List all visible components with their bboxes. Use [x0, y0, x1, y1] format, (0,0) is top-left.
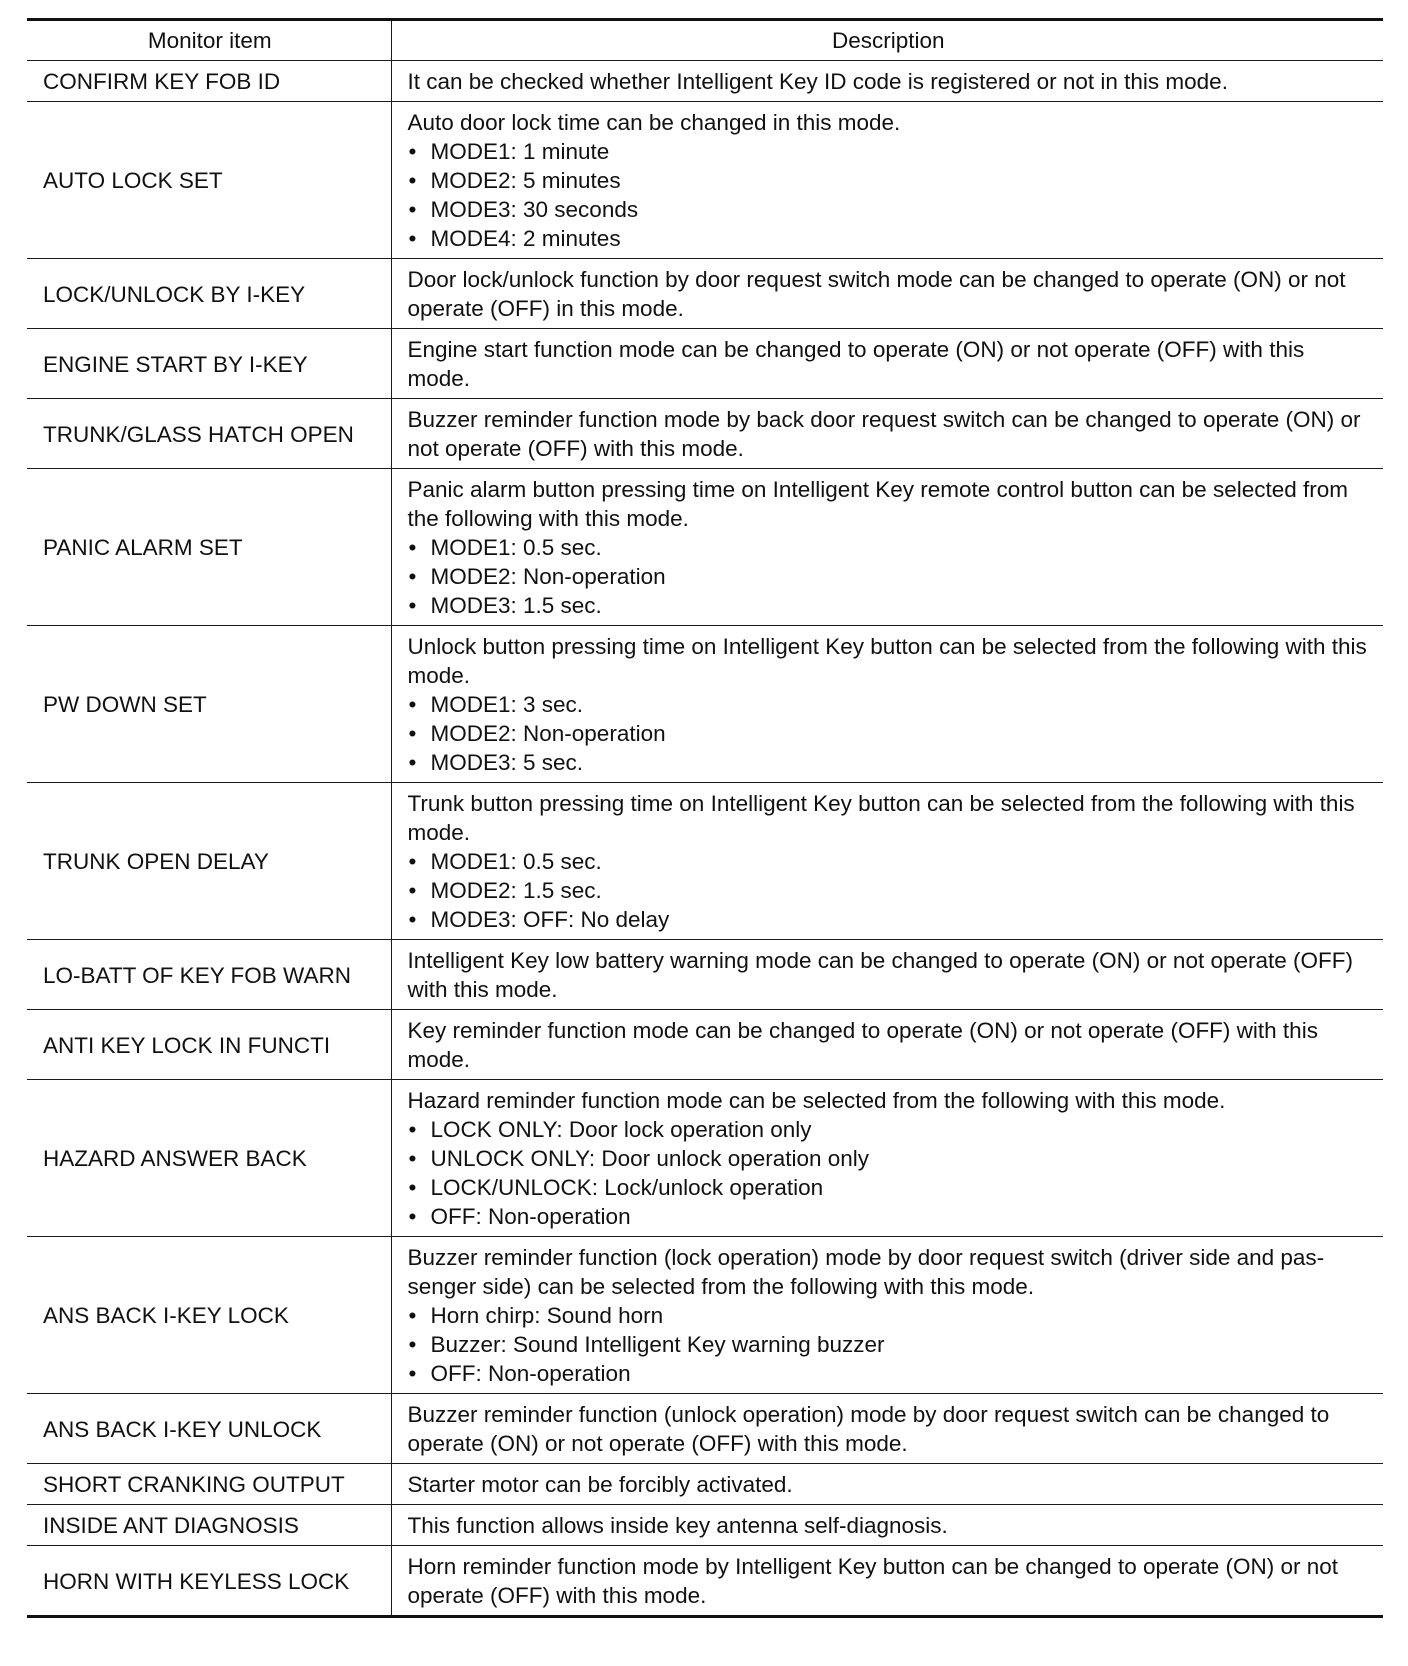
option-item: • MODE1: 1 minute: [408, 137, 1370, 166]
table-row: [27, 259, 1383, 329]
description-cell: [391, 61, 1383, 102]
description-cell: [391, 1464, 1383, 1505]
table-row: [27, 1080, 1383, 1237]
description-text: This function allows inside key antenna self-diagnosis.: [407, 1513, 948, 1538]
description-cell: [391, 1010, 1383, 1080]
description-cell: [391, 1546, 1383, 1617]
description-text: Auto door lock time can be changed in this mode.: [407, 110, 901, 135]
table-row: [27, 469, 1383, 626]
option-item: • MODE4: 2 minutes: [408, 224, 1370, 253]
description-text: Trunk button pressing time on Intelligent Key button can be selected from the following with this mode.: [407, 791, 1355, 845]
option-item: • OFF: Non-operation: [408, 1202, 1370, 1231]
option-item: • MODE2: 5 minutes: [408, 166, 1370, 195]
monitor-item-cell: PANIC ALARM SET: [27, 469, 391, 626]
description-cell: [391, 1080, 1383, 1237]
description-text: Door lock/unlock function by door request switch mode can be changed to operate (ON) or not operate (OFF) in this mode.: [407, 267, 1346, 321]
table-row: [27, 329, 1383, 399]
option-list: [408, 690, 1370, 777]
monitor-item-cell: ANS BACK I-KEY LOCK: [27, 1237, 391, 1394]
description-cell: [391, 329, 1383, 399]
monitor-item-cell: SHORT CRANKING OUTPUT: [27, 1464, 391, 1505]
option-item: • UNLOCK ONLY: Door unlock operation only: [408, 1144, 1370, 1173]
table-row: [27, 61, 1383, 102]
monitor-item-cell: AUTO LOCK SET: [27, 102, 391, 259]
option-item: • Buzzer: Sound Intelligent Key warning buzzer: [408, 1330, 1370, 1359]
table-row: [27, 102, 1383, 259]
description-text: Buzzer reminder function mode by back door request switch can be changed to operate (ON) or not operate (OFF) with this mode.: [407, 407, 1361, 461]
table-row: [27, 1464, 1383, 1505]
monitor-item-cell: HAZARD ANSWER BACK: [27, 1080, 391, 1237]
option-item: • MODE1: 3 sec.: [408, 690, 1370, 719]
monitor-item-cell: ANTI KEY LOCK IN FUNCTI: [27, 1010, 391, 1080]
description-cell: [391, 1237, 1383, 1394]
option-item: • OFF: Non-operation: [408, 1359, 1370, 1388]
description-text: Starter motor can be forcibly activated.: [407, 1472, 793, 1497]
monitor-item-cell: LO-BATT OF KEY FOB WARN: [27, 940, 391, 1010]
table-row: [27, 783, 1383, 940]
option-item: • MODE3: OFF: No delay: [408, 905, 1370, 934]
description-text: Intelligent Key low battery warning mode can be changed to operate (ON) or not operate (OFF) with this mode.: [407, 948, 1353, 1002]
option-list: [408, 1115, 1370, 1231]
option-item: • LOCK/UNLOCK: Lock/unlock operation: [408, 1173, 1370, 1202]
table-row: [27, 1394, 1383, 1464]
table-row: [27, 1010, 1383, 1080]
monitor-item-cell: LOCK/UNLOCK BY I-KEY: [27, 259, 391, 329]
option-item: • LOCK ONLY: Door lock operation only: [408, 1115, 1370, 1144]
description-cell: [391, 940, 1383, 1010]
description-text: It can be checked whether Intelligent Key ID code is registered or not in this mode.: [407, 69, 1228, 94]
monitor-item-cell: HORN WITH KEYLESS LOCK: [27, 1546, 391, 1617]
option-list: [408, 533, 1370, 620]
description-cell: [391, 1394, 1383, 1464]
description-text: Panic alarm button pressing time on Intelligent Key remote control button can be selected from the following with this mode.: [407, 477, 1349, 531]
option-item: • MODE1: 0.5 sec.: [408, 847, 1370, 876]
description-text: Buzzer reminder function (lock operation) mode by door request switch (driver side and pas-senger side) can be selected from the following with this mode.: [407, 1245, 1325, 1299]
header-description: Description: [391, 20, 1383, 61]
description-cell: [391, 783, 1383, 940]
monitor-item-cell: ANS BACK I-KEY UNLOCK: [27, 1394, 391, 1464]
monitor-item-table: [27, 18, 1383, 1618]
description-cell: [391, 1505, 1383, 1546]
description-text: Hazard reminder function mode can be selected from the following with this mode.: [407, 1088, 1226, 1113]
option-item: • MODE2: Non-operation: [408, 562, 1370, 591]
table-row: [27, 1505, 1383, 1546]
monitor-item-cell: ENGINE START BY I-KEY: [27, 329, 391, 399]
description-text: Engine start function mode can be changed to operate (ON) or not operate (OFF) with this mode.: [407, 337, 1305, 391]
description-text: Unlock button pressing time on Intelligent Key button can be selected from the following with this mode.: [407, 634, 1367, 688]
monitor-item-cell: CONFIRM KEY FOB ID: [27, 61, 391, 102]
option-item: • MODE2: 1.5 sec.: [408, 876, 1370, 905]
table-row: [27, 1237, 1383, 1394]
option-list: [408, 137, 1370, 253]
monitor-item-cell: TRUNK OPEN DELAY: [27, 783, 391, 940]
monitor-item-cell: INSIDE ANT DIAGNOSIS: [27, 1505, 391, 1546]
description-text: Buzzer reminder function (unlock operation) mode by door request switch can be changed to operate (ON) or not operate (OFF) with this mode.: [407, 1402, 1330, 1456]
monitor-item-cell: PW DOWN SET: [27, 626, 391, 783]
description-cell: [391, 469, 1383, 626]
option-item: • MODE1: 0.5 sec.: [408, 533, 1370, 562]
table-row: [27, 399, 1383, 469]
table-row: [27, 940, 1383, 1010]
option-item: • Horn chirp: Sound horn: [408, 1301, 1370, 1330]
option-item: • MODE3: 5 sec.: [408, 748, 1370, 777]
option-item: • MODE3: 1.5 sec.: [408, 591, 1370, 620]
description-cell: [391, 259, 1383, 329]
header-row: [27, 20, 1383, 61]
monitor-item-cell: TRUNK/GLASS HATCH OPEN: [27, 399, 391, 469]
option-list: [408, 847, 1370, 934]
description-text: Key reminder function mode can be changed to operate (ON) or not operate (OFF) with this mode.: [407, 1018, 1318, 1072]
header-monitor-item: Monitor item: [27, 20, 391, 61]
table-row: [27, 1546, 1383, 1617]
option-item: • MODE2: Non-operation: [408, 719, 1370, 748]
description-cell: [391, 399, 1383, 469]
description-cell: [391, 102, 1383, 259]
option-list: [408, 1301, 1370, 1388]
option-item: • MODE3: 30 seconds: [408, 195, 1370, 224]
description-cell: [391, 626, 1383, 783]
description-text: Horn reminder function mode by Intelligent Key button can be changed to operate (ON) or not operate (OFF) with this mode.: [407, 1554, 1339, 1608]
table-row: [27, 626, 1383, 783]
